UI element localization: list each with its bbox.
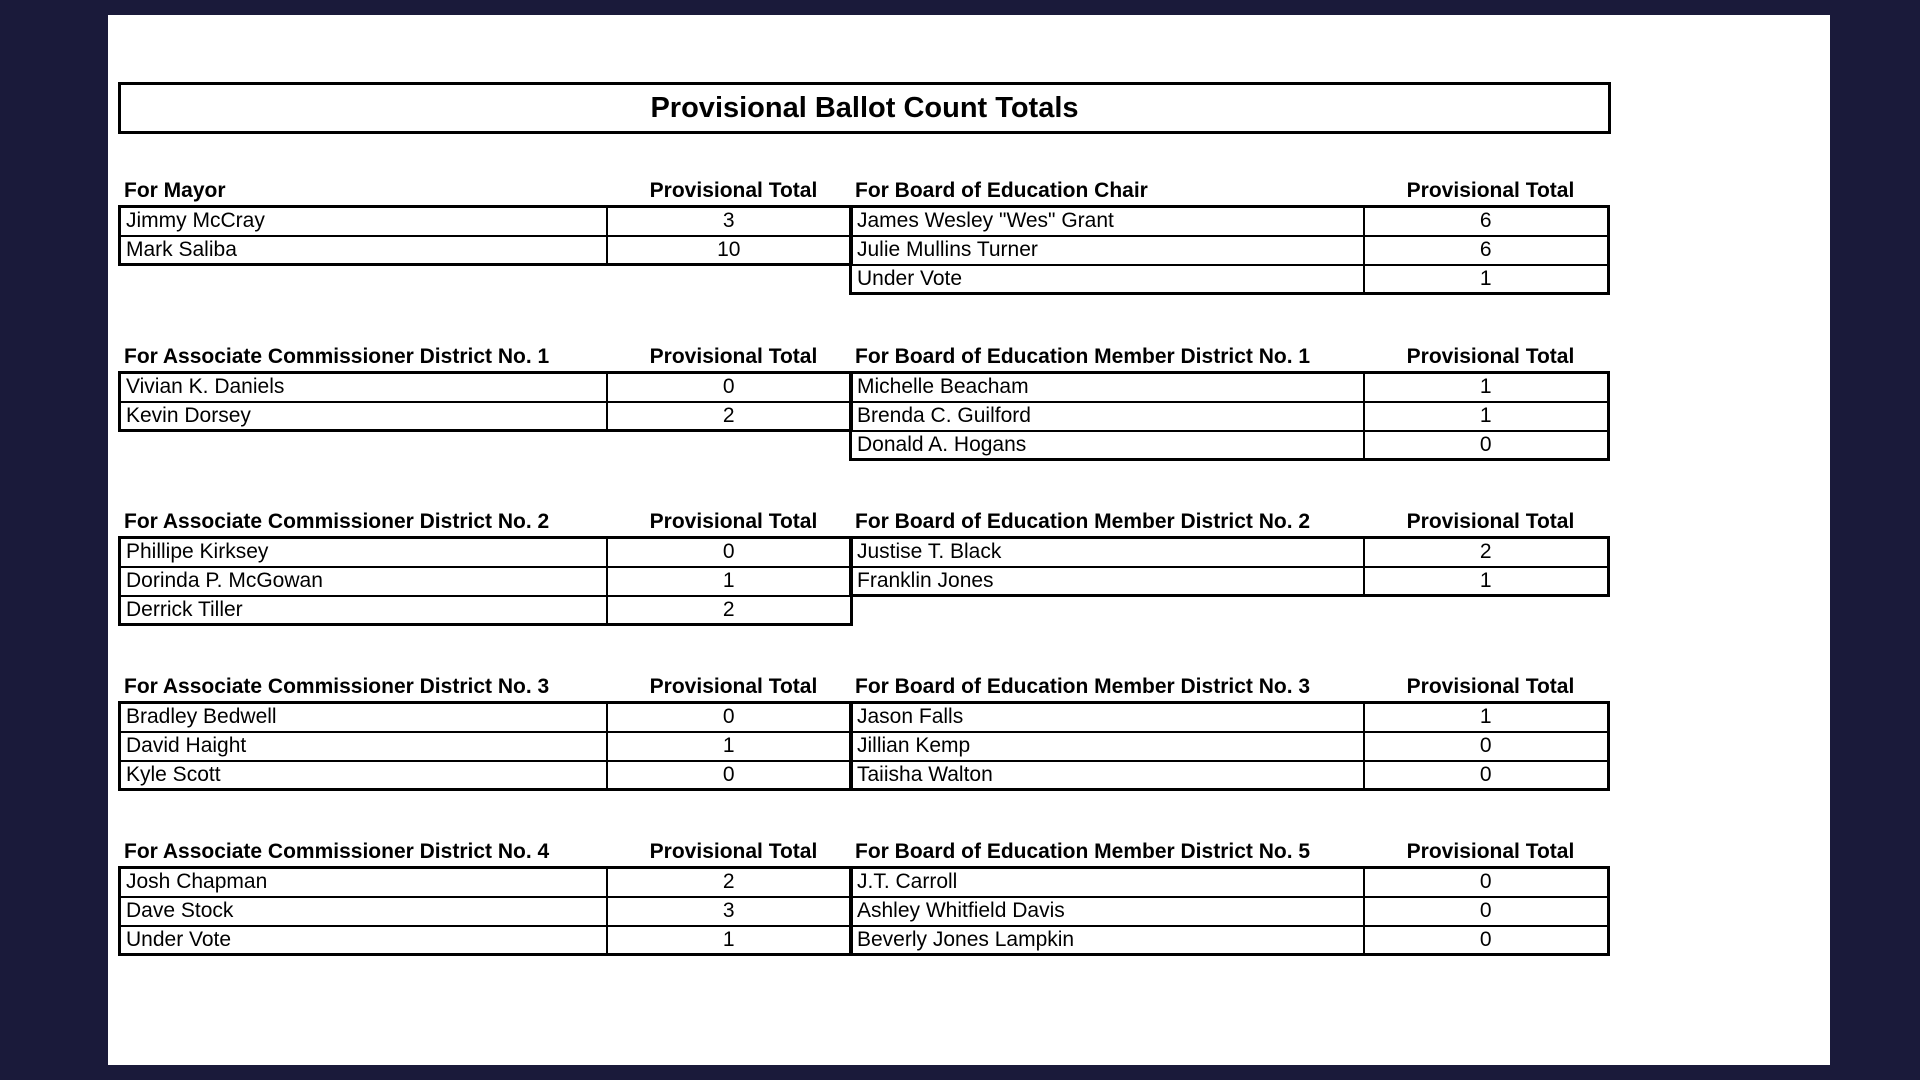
total-column-header: Provisional Total	[1406, 510, 1575, 533]
candidate-name: Bradley Bedwell	[120, 703, 607, 732]
provisional-total: 2	[1364, 538, 1609, 567]
total-column-header: Provisional Total	[1406, 840, 1575, 863]
table-row	[851, 703, 1609, 732]
section-heading: For Board of Education Member District No. 1	[855, 345, 1311, 368]
section-heading: For Associate Commissioner District No. 3	[124, 675, 550, 698]
section-header	[118, 671, 856, 701]
candidate-name: Josh Chapman	[120, 868, 607, 897]
candidate-name: J.T. Carroll	[851, 868, 1364, 897]
candidate-name: Dorinda P. McGowan	[120, 567, 607, 596]
candidate-name: Michelle Beacham	[851, 373, 1364, 402]
total-column-header: Provisional Total	[649, 345, 818, 368]
candidate-name: Mark Saliba	[120, 236, 607, 265]
table-row	[120, 538, 852, 567]
candidate-name: Jason Falls	[851, 703, 1364, 732]
provisional-total: 0	[607, 703, 852, 732]
candidate-name: David Haight	[120, 732, 607, 761]
provisional-total: 6	[1364, 207, 1609, 236]
table-row	[851, 207, 1609, 236]
provisional-total: 1	[1364, 265, 1609, 294]
table-row	[851, 236, 1609, 265]
provisional-total: 10	[607, 236, 852, 265]
results-table	[849, 205, 1610, 295]
candidate-name: James Wesley "Wes" Grant	[851, 207, 1364, 236]
provisional-total: 0	[607, 538, 852, 567]
table-row	[851, 732, 1609, 761]
candidate-name: Franklin Jones	[851, 567, 1364, 596]
results-table	[118, 866, 853, 956]
total-column-header: Provisional Total	[649, 840, 818, 863]
results-table	[118, 371, 853, 432]
section-header	[118, 341, 856, 371]
section-commissioner-district-2	[118, 506, 856, 626]
section-header	[849, 671, 1613, 701]
candidate-name: Under Vote	[851, 265, 1364, 294]
total-column-header: Provisional Total	[1406, 345, 1575, 368]
table-row	[851, 567, 1609, 596]
section-heading: For Associate Commissioner District No. 1	[124, 345, 550, 368]
provisional-total: 0	[1364, 897, 1609, 926]
section-header	[849, 506, 1613, 536]
provisional-total: 3	[607, 897, 852, 926]
provisional-total: 2	[607, 402, 852, 431]
table-row	[120, 402, 852, 431]
candidate-name: Julie Mullins Turner	[851, 236, 1364, 265]
table-row	[120, 732, 852, 761]
provisional-total: 1	[1364, 703, 1609, 732]
provisional-total: 1	[607, 732, 852, 761]
provisional-total: 1	[607, 567, 852, 596]
section-heading: For Board of Education Member District No. 3	[855, 675, 1311, 698]
table-row	[120, 596, 852, 625]
results-table	[118, 701, 853, 791]
candidate-name: Jillian Kemp	[851, 732, 1364, 761]
table-row	[851, 373, 1609, 402]
section-heading: For Board of Education Member District No. 5	[855, 840, 1311, 863]
provisional-total: 6	[1364, 236, 1609, 265]
provisional-total: 0	[1364, 761, 1609, 790]
table-row	[851, 538, 1609, 567]
section-board-chair	[849, 175, 1613, 295]
section-board-district-5	[849, 836, 1613, 956]
candidate-name: Kyle Scott	[120, 761, 607, 790]
table-row	[851, 265, 1609, 294]
provisional-total: 2	[607, 868, 852, 897]
candidate-name: Phillipe Kirksey	[120, 538, 607, 567]
provisional-total: 0	[1364, 926, 1609, 955]
section-commissioner-district-1	[118, 341, 856, 432]
section-header	[118, 506, 856, 536]
candidate-name: Dave Stock	[120, 897, 607, 926]
candidate-name: Taiisha Walton	[851, 761, 1364, 790]
provisional-total: 0	[1364, 732, 1609, 761]
table-row	[851, 868, 1609, 897]
provisional-total: 1	[1364, 567, 1609, 596]
table-row	[120, 703, 852, 732]
results-table	[118, 205, 853, 266]
table-row	[851, 926, 1609, 955]
results-table	[849, 536, 1610, 597]
results-table	[849, 701, 1610, 791]
section-header	[849, 836, 1613, 866]
table-row	[851, 897, 1609, 926]
section-commissioner-district-4	[118, 836, 856, 956]
total-column-header: Provisional Total	[649, 675, 818, 698]
table-row	[120, 207, 852, 236]
candidate-name: Jimmy McCray	[120, 207, 607, 236]
table-row	[120, 926, 852, 955]
section-heading: For Mayor	[124, 179, 226, 202]
section-header	[849, 175, 1613, 205]
table-row	[851, 402, 1609, 431]
section-heading: For Board of Education Member District No. 2	[855, 510, 1311, 533]
provisional-total: 3	[607, 207, 852, 236]
candidate-name: Brenda C. Guilford	[851, 402, 1364, 431]
candidate-name: Justise T. Black	[851, 538, 1364, 567]
table-row	[851, 431, 1609, 460]
section-board-district-3	[849, 671, 1613, 791]
table-row	[120, 761, 852, 790]
candidate-name: Kevin Dorsey	[120, 402, 607, 431]
table-row	[120, 236, 852, 265]
total-column-header: Provisional Total	[649, 510, 818, 533]
section-heading: For Associate Commissioner District No. 4	[124, 840, 550, 863]
candidate-name: Derrick Tiller	[120, 596, 607, 625]
results-table	[849, 866, 1610, 956]
provisional-total: 1	[1364, 402, 1609, 431]
section-header	[118, 175, 856, 205]
candidate-name: Ashley Whitfield Davis	[851, 897, 1364, 926]
section-header	[118, 836, 856, 866]
candidate-name: Donald A. Hogans	[851, 431, 1364, 460]
total-column-header: Provisional Total	[1406, 675, 1575, 698]
table-row	[120, 373, 852, 402]
table-row	[120, 897, 852, 926]
total-column-header: Provisional Total	[649, 179, 818, 202]
section-heading: For Associate Commissioner District No. 2	[124, 510, 550, 533]
provisional-total: 2	[607, 596, 852, 625]
provisional-total: 0	[607, 373, 852, 402]
provisional-total: 0	[1364, 431, 1609, 460]
section-mayor	[118, 175, 856, 266]
provisional-total: 1	[607, 926, 852, 955]
provisional-total: 0	[1364, 868, 1609, 897]
section-commissioner-district-3	[118, 671, 856, 791]
total-column-header: Provisional Total	[1406, 179, 1575, 202]
results-table	[849, 371, 1610, 461]
section-header	[849, 341, 1613, 371]
table-row	[120, 868, 852, 897]
provisional-total: 1	[1364, 373, 1609, 402]
table-row	[851, 761, 1609, 790]
provisional-total: 0	[607, 761, 852, 790]
document-title: Provisional Ballot Count Totals	[118, 82, 1611, 134]
candidate-name: Under Vote	[120, 926, 607, 955]
section-board-district-2	[849, 506, 1613, 597]
candidate-name: Vivian K. Daniels	[120, 373, 607, 402]
results-table	[118, 536, 853, 626]
table-row	[120, 567, 852, 596]
section-board-district-1	[849, 341, 1613, 461]
section-heading: For Board of Education Chair	[855, 179, 1148, 202]
candidate-name: Beverly Jones Lampkin	[851, 926, 1364, 955]
